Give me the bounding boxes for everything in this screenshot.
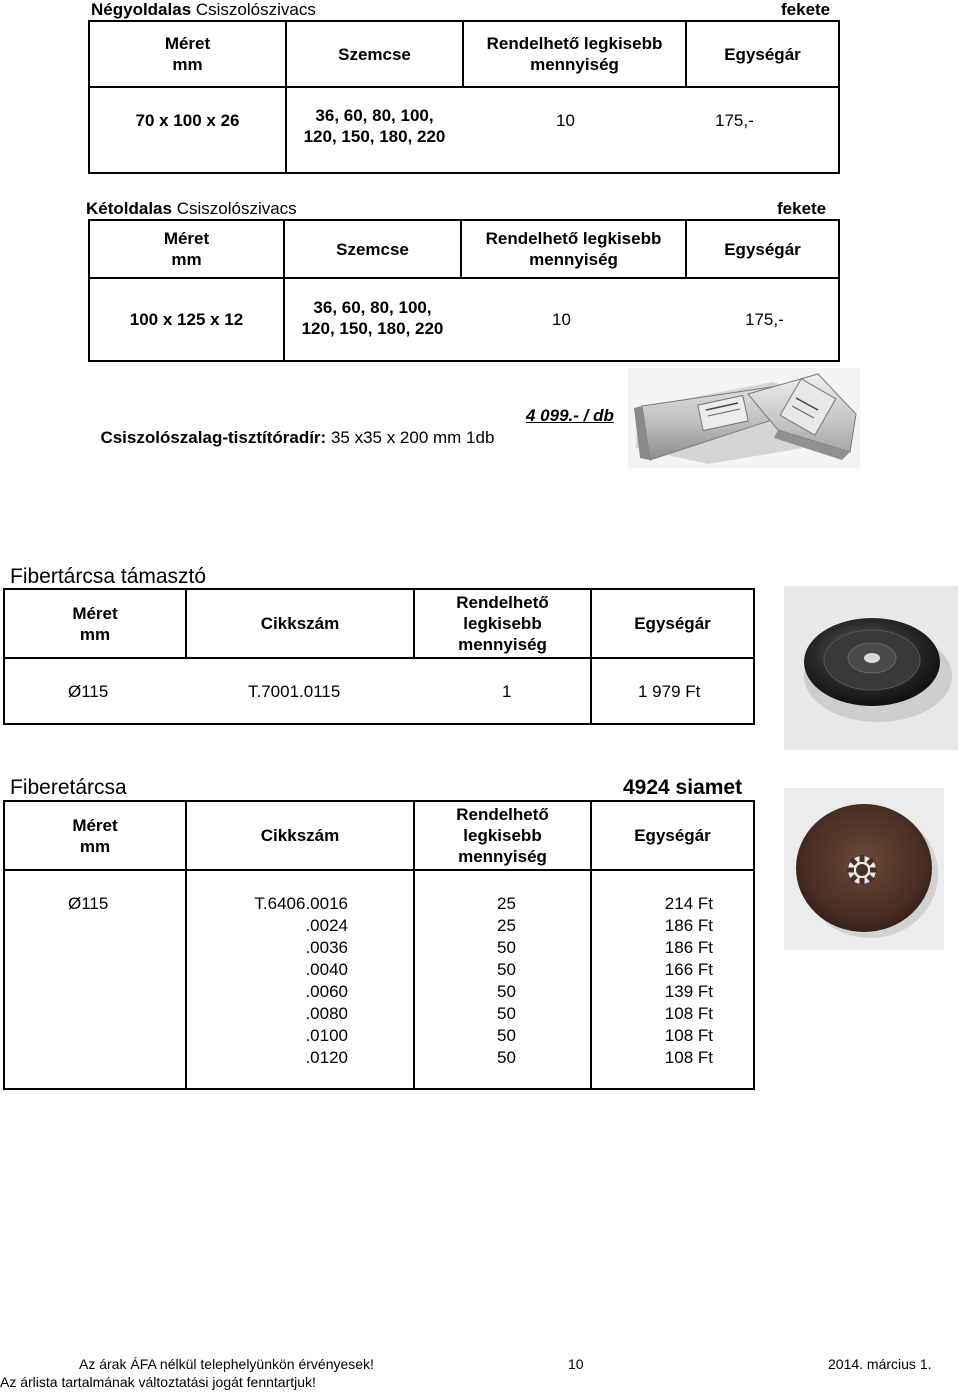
table-row — [0, 1025, 760, 1047]
section4-header-unit-price: Egységár — [634, 826, 711, 845]
section1-row-size: 70 x 100 x 26 — [135, 110, 240, 130]
section4-header-size: Méret mm — [72, 815, 118, 856]
section3-row-unit-price: 1 979 Ft — [638, 682, 701, 701]
unit-price-cell: 139 Ft — [664, 982, 713, 1001]
section1-title-bold: Négyoldalas — [91, 0, 192, 19]
section1-title — [91, 0, 316, 20]
section3-header-unit-price: Egységár — [634, 614, 711, 633]
section3-row-min-qty: 1 — [502, 682, 512, 701]
section1-color-label: fekete — [781, 0, 831, 19]
eraser-label-rest: 35 x35 x 200 mm 1db — [326, 428, 495, 447]
section1-row-min-qty: 10 — [556, 111, 575, 130]
item-no-cell: .0120 — [305, 1048, 348, 1067]
section3-row-size: Ø115 — [68, 682, 109, 701]
fiber-disc-icon — [784, 788, 944, 950]
section2-color-label: fekete — [777, 199, 827, 218]
section3-header-min-qty: Rendelhető legkisebb mennyiség — [456, 593, 549, 654]
table-row — [0, 959, 760, 981]
eraser-icon — [628, 368, 860, 468]
section1-row-unit-price: 175,- — [715, 111, 754, 130]
unit-price-cell: 214 Ft — [664, 894, 713, 913]
section3-header-item-no: Cikkszám — [260, 614, 340, 633]
footer-page-number: 10 — [568, 1356, 584, 1372]
section2-title-bold: Kétoldalas — [86, 199, 172, 218]
backing-pad-photo — [784, 586, 958, 750]
section1-header-unit-price: Egységár — [724, 44, 801, 64]
unit-price-cell: 186 Ft — [664, 938, 713, 957]
unit-price-cell: 108 Ft — [664, 1026, 713, 1045]
section1-row-grit: 36, 60, 80, 100, 120, 150, 180, 220 — [303, 106, 446, 146]
section2-title — [86, 199, 297, 219]
unit-price-cell: 108 Ft — [664, 1004, 713, 1023]
fiber-disc-photo — [784, 788, 944, 950]
table-row — [0, 915, 760, 937]
section2-row-min-qty: 10 — [552, 310, 571, 329]
section2-header-size: Méret mm — [163, 229, 210, 269]
section2-header-min-qty: Rendelhető legkisebb mennyiség — [485, 229, 662, 269]
footer-date: 2014. március 1. — [828, 1356, 932, 1372]
unit-price-cell: 108 Ft — [664, 1048, 713, 1067]
unit-price-cell: 166 Ft — [664, 960, 713, 979]
item-no-cell: .0100 — [305, 1026, 348, 1045]
table-row — [0, 1003, 760, 1025]
table-row — [0, 937, 760, 959]
min-qty-cell: 50 — [497, 1048, 516, 1067]
item-no-cell: .0080 — [305, 1004, 348, 1023]
min-qty-cell: 50 — [497, 1004, 516, 1023]
section4-brand: 4924 siamet — [623, 776, 743, 799]
section2-row-size: 100 x 125 x 12 — [129, 310, 244, 329]
eraser-block-photo — [628, 368, 860, 468]
min-qty-cell: 50 — [497, 982, 516, 1001]
table-row — [0, 1047, 760, 1069]
section3-header-size: Méret mm — [72, 603, 118, 644]
section4-size: Ø115 — [68, 894, 109, 913]
eraser-label-bold: Csiszolószalag-tisztítóradír: — [100, 428, 327, 447]
section4-title: Fiberetárcsa — [10, 776, 127, 799]
item-no-cell: .0060 — [305, 982, 348, 1001]
min-qty-cell: 25 — [497, 894, 516, 913]
footer-line1: Az árak ÁFA nélkül telephelyünkön érvényesek! — [79, 1356, 374, 1372]
section1-header-min-qty: Rendelhető legkisebb mennyiség — [486, 34, 663, 74]
table-row — [0, 893, 760, 915]
section2-title-rest: Csiszolószivacs — [171, 199, 297, 218]
section2-header-grit: Szemcse — [336, 239, 409, 259]
min-qty-cell: 50 — [497, 938, 516, 957]
footer-line2: Az árlista tartalmának változtatási jogát fenntartjuk! — [0, 1374, 316, 1390]
section2-row-grit: 36, 60, 80, 100, 120, 150, 180, 220 — [301, 298, 444, 338]
table-row — [0, 981, 760, 1003]
section1-header-size: Méret mm — [164, 34, 211, 74]
section3-title: Fibertárcsa támasztó — [10, 565, 207, 588]
eraser-line — [91, 405, 494, 449]
section3-row-item-no: T.7001.0115 — [248, 682, 341, 701]
section2-row-unit-price: 175,- — [745, 310, 784, 329]
min-qty-cell: 25 — [497, 916, 516, 935]
unit-price-cell: 186 Ft — [664, 916, 713, 935]
section1-header-grit: Szemcse — [338, 44, 411, 64]
section1-title-rest: Csiszolószivacs — [191, 0, 316, 19]
item-no-cell: .0024 — [305, 916, 348, 935]
item-no-cell: .0036 — [305, 938, 348, 957]
section2-header-unit-price: Egységár — [724, 239, 801, 259]
item-no-cell: .0040 — [305, 960, 348, 979]
item-no-cell: T.6406.0016 — [254, 894, 348, 913]
eraser-price: 4 099.- / db — [526, 406, 614, 425]
section4-header-min-qty: Rendelhető legkisebb mennyiség — [456, 805, 549, 866]
section4-header-item-no: Cikkszám — [260, 826, 340, 845]
min-qty-cell: 50 — [497, 1026, 516, 1045]
min-qty-cell: 50 — [497, 960, 516, 979]
backing-pad-icon — [784, 586, 958, 750]
